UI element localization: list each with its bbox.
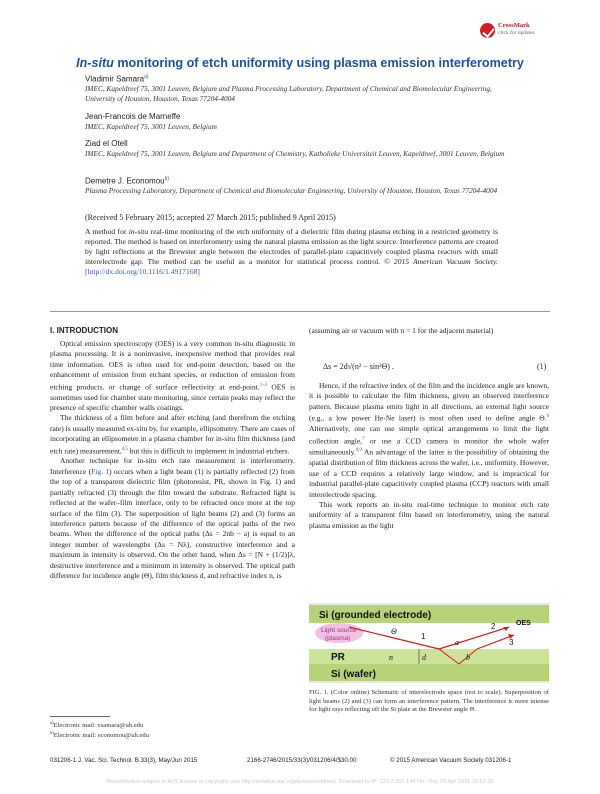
copyright: © 2015 American Vacuum Society.	[384, 257, 498, 266]
footnote: $^{b)}$Electronic mail: economou@uh.edu	[50, 730, 149, 740]
author-name: Jean-Francois de Marneffe	[85, 112, 181, 121]
crossmark-badge[interactable]	[480, 22, 535, 42]
paragraph: (assuming air or vacuum with n = 1 for the adjacent material)	[309, 326, 494, 335]
redistribution-notice: Redistribution subject to AVS license or copyright; see http://scitation.aip.org/termsconditions. Download to IP: 129.7.202.144 On: Thu, 09 Apr 2015 15:51:25	[106, 779, 494, 785]
light-source-label: Light source	[321, 627, 357, 634]
crossmark-icon	[480, 23, 495, 38]
figure-diagram	[309, 603, 549, 683]
oes-label: OES	[516, 620, 531, 627]
author-affiliation: IMEC, Kapeldreef 75, 3001 Leuven, Belgium	[85, 122, 217, 131]
author-affiliation: Plasma Processing Laboratory, Department of Chemical and Biomolecular Engineering, University of Houston, Houston, Texas 77204-4004	[85, 186, 498, 195]
left-column	[50, 339, 295, 581]
equation: Δs = 2d√(n² − sin²Θ) .	[323, 362, 394, 371]
footer-left: 031206-1 J. Vac. Sci. Technol. B 33(3), May/Jun 2015	[50, 757, 198, 764]
right-column	[309, 381, 549, 531]
beam-2-label: 2	[491, 622, 496, 631]
footer-right: © 2015 American Vacuum Society 031206-1	[390, 757, 512, 764]
figure-1	[309, 603, 549, 683]
author-affiliation: IMEC, Kapeldreef 75, 3001 Leuven, Belgium and Department of Chemistry, Katholieke Universiteit Leuven, Kapeldreef, 3001 Leuven, Belgium	[85, 149, 505, 158]
pr-label: PR	[331, 652, 345, 663]
abstract: A method for in-situ real-time monitoring of the etch uniformity of a dielectric film during plasma etching in a restricted geometry is reported. The method is based on interferometry using the natural plasma emission as the light source. Interference patterns are created by light reflections at the Brewster angle between the electrodes of parallel-plate capacitively coupled plasma reactors with small interelectrode gap. The method can be useful as a monitor for statistical process control. © 2015 American Vacuum Society. [http://dx.doi.org/10.1116/1.4917168]	[85, 227, 498, 276]
figure-caption: FIG. 1. (Color online) Schematic of interelectrode space (not to scale). Superposition of light beams (2) and (3) can form an interference pattern. The interference is more intense for light rays reflecting off the Si plate at the Brewster angle Θ.	[309, 689, 549, 714]
figure-link[interactable]: Fig. 1	[91, 466, 110, 476]
paragraph: The thickness of a film before and after etching (and therefrom the etching rate) is usually measured ex-situ by, for example, ellipsometry. There are cases of incorporating an ellipsometer in a plasma chamber for in-situ film thickness (and etch rate) measurement,$^{4,5}$ but this is difficult to implement in industrial etchers.	[50, 413, 295, 456]
equation-number: (1)	[537, 362, 547, 371]
publication-dates: (Received 5 February 2015; accepted 27 March 2015; published 9 April 2015)	[85, 213, 336, 222]
b-label: b	[466, 653, 470, 662]
crossmark-label: CrossMark	[498, 22, 530, 29]
paragraph: Hence, if the refractive index of the film and the incidence angle are known, it is possible to calculate the film thickness, given an observed interference pattern. Because plasma emits light in all directions, an external light source (e.g., a low power He-Ne laser) is most often used to define angle Θ.$^6$ Alternatively, one can use simple optical arrangements to limit the light collection angle,$^7$ or use a CCD camera to monitor the whole wafer simultaneously.$^{8,9}$ An advantage of the latter is the possibility of obtaining the spatial distribution of film thickness across the wafer, i.e., uniformity. However, use of a CCD requires a relatively large window, and is impractical for industrial parallel-plate capacitively coupled plasma (CCP) reactors with small interelectrode spacing.	[309, 381, 549, 499]
footnote-divider	[50, 716, 110, 717]
author-name: Demetre J. Economou$^{b)}$	[85, 176, 170, 186]
paragraph: This work reports an in-situ real-time technique to monitor etch rate uniformity of a transparent film based on interferometry, using the natural plasma emission as the light	[309, 499, 549, 530]
theta-label: Θ	[391, 627, 397, 636]
beam-1-label: 1	[421, 632, 426, 641]
footnote: $^{a)}$Electronic mail: vsamara@uh.edu	[50, 720, 144, 730]
section-heading: I. INTRODUCTION	[50, 326, 118, 335]
doi-link[interactable]: [http://dx.doi.org/10.1116/1.4917168]	[85, 267, 200, 276]
si-wafer-label: Si (wafer)	[331, 669, 377, 680]
plasma-label: (plasma)	[325, 635, 351, 642]
crossmark-sublabel: click for updates	[498, 30, 535, 36]
title-italic: In-situ	[76, 56, 114, 70]
electrode-label: Si (grounded electrode)	[319, 610, 432, 621]
author-affiliation: IMEC, Kapeldreef 75, 3001 Leuven, Belgium and Plasma Processing Laboratory, Department of Chemical and Biomolecular Engineering, University of Houston, Houston, Texas 77204-4004	[85, 84, 492, 103]
paragraph: Another technique for in-situ etch rate measurement is interferometry. Interference (Fig. 1) occurs when a light beam (1) is partially reflected (2) from the top of a transparent dielectric film (photoresist, PR, shown in Fig. 1) and partially refracted (3) through the film toward the substrate. Refracted light is reflected at the wafer–film interface, only to be refracted once more at the top surface of the film (3). The superposition of light beams (2) and (3) forms an interference pattern because of the difference of the optical paths of the two beams. When the difference of the optical paths (Δs = 2nb − a) is equal to an integer number of wavelengths (Δs = Nλ), constructive interference and a maximum in intensity is observed. On the other hand, when Δs = [N + (1/2)]λ, destructive interference and a minimum in intensity is observed. The optical path difference for incidence angle (Θ), film thickness d, and refractive index n, is	[50, 456, 295, 580]
title-rest: monitoring of etch uniformity using plasma emission interferometry	[113, 56, 524, 70]
beam-3-label: 3	[509, 638, 514, 647]
author-name: Ziad el Otell	[85, 139, 128, 148]
a-label: a	[455, 638, 459, 647]
author-name: Vladimir Samara$^{a)}$	[85, 74, 149, 84]
paper-title	[50, 56, 550, 70]
footer-mid: 2166-2746/2015/33(3)/031206/4/$30.00	[247, 757, 357, 764]
d-label: d	[422, 653, 426, 662]
paragraph: Optical emission spectroscopy (OES) is a very common in-situ diagnostic in plasma processing. It is a noninvasive, inexpensive method that provides real time information. OES is often used for end-point detection, based on the enhancement of emission from etchant species, or reduction of emission from etching products, or change of surface reflectivity at end-point.$^{1-3}$ OES is sometimes used for chamber state monitoring, since certain peaks may reflect the presence of specific chamber walls coatings.	[50, 339, 295, 412]
right-column-top	[309, 326, 549, 336]
section-divider	[50, 311, 550, 312]
pr-layer	[309, 649, 549, 664]
n-label: n	[389, 653, 393, 662]
